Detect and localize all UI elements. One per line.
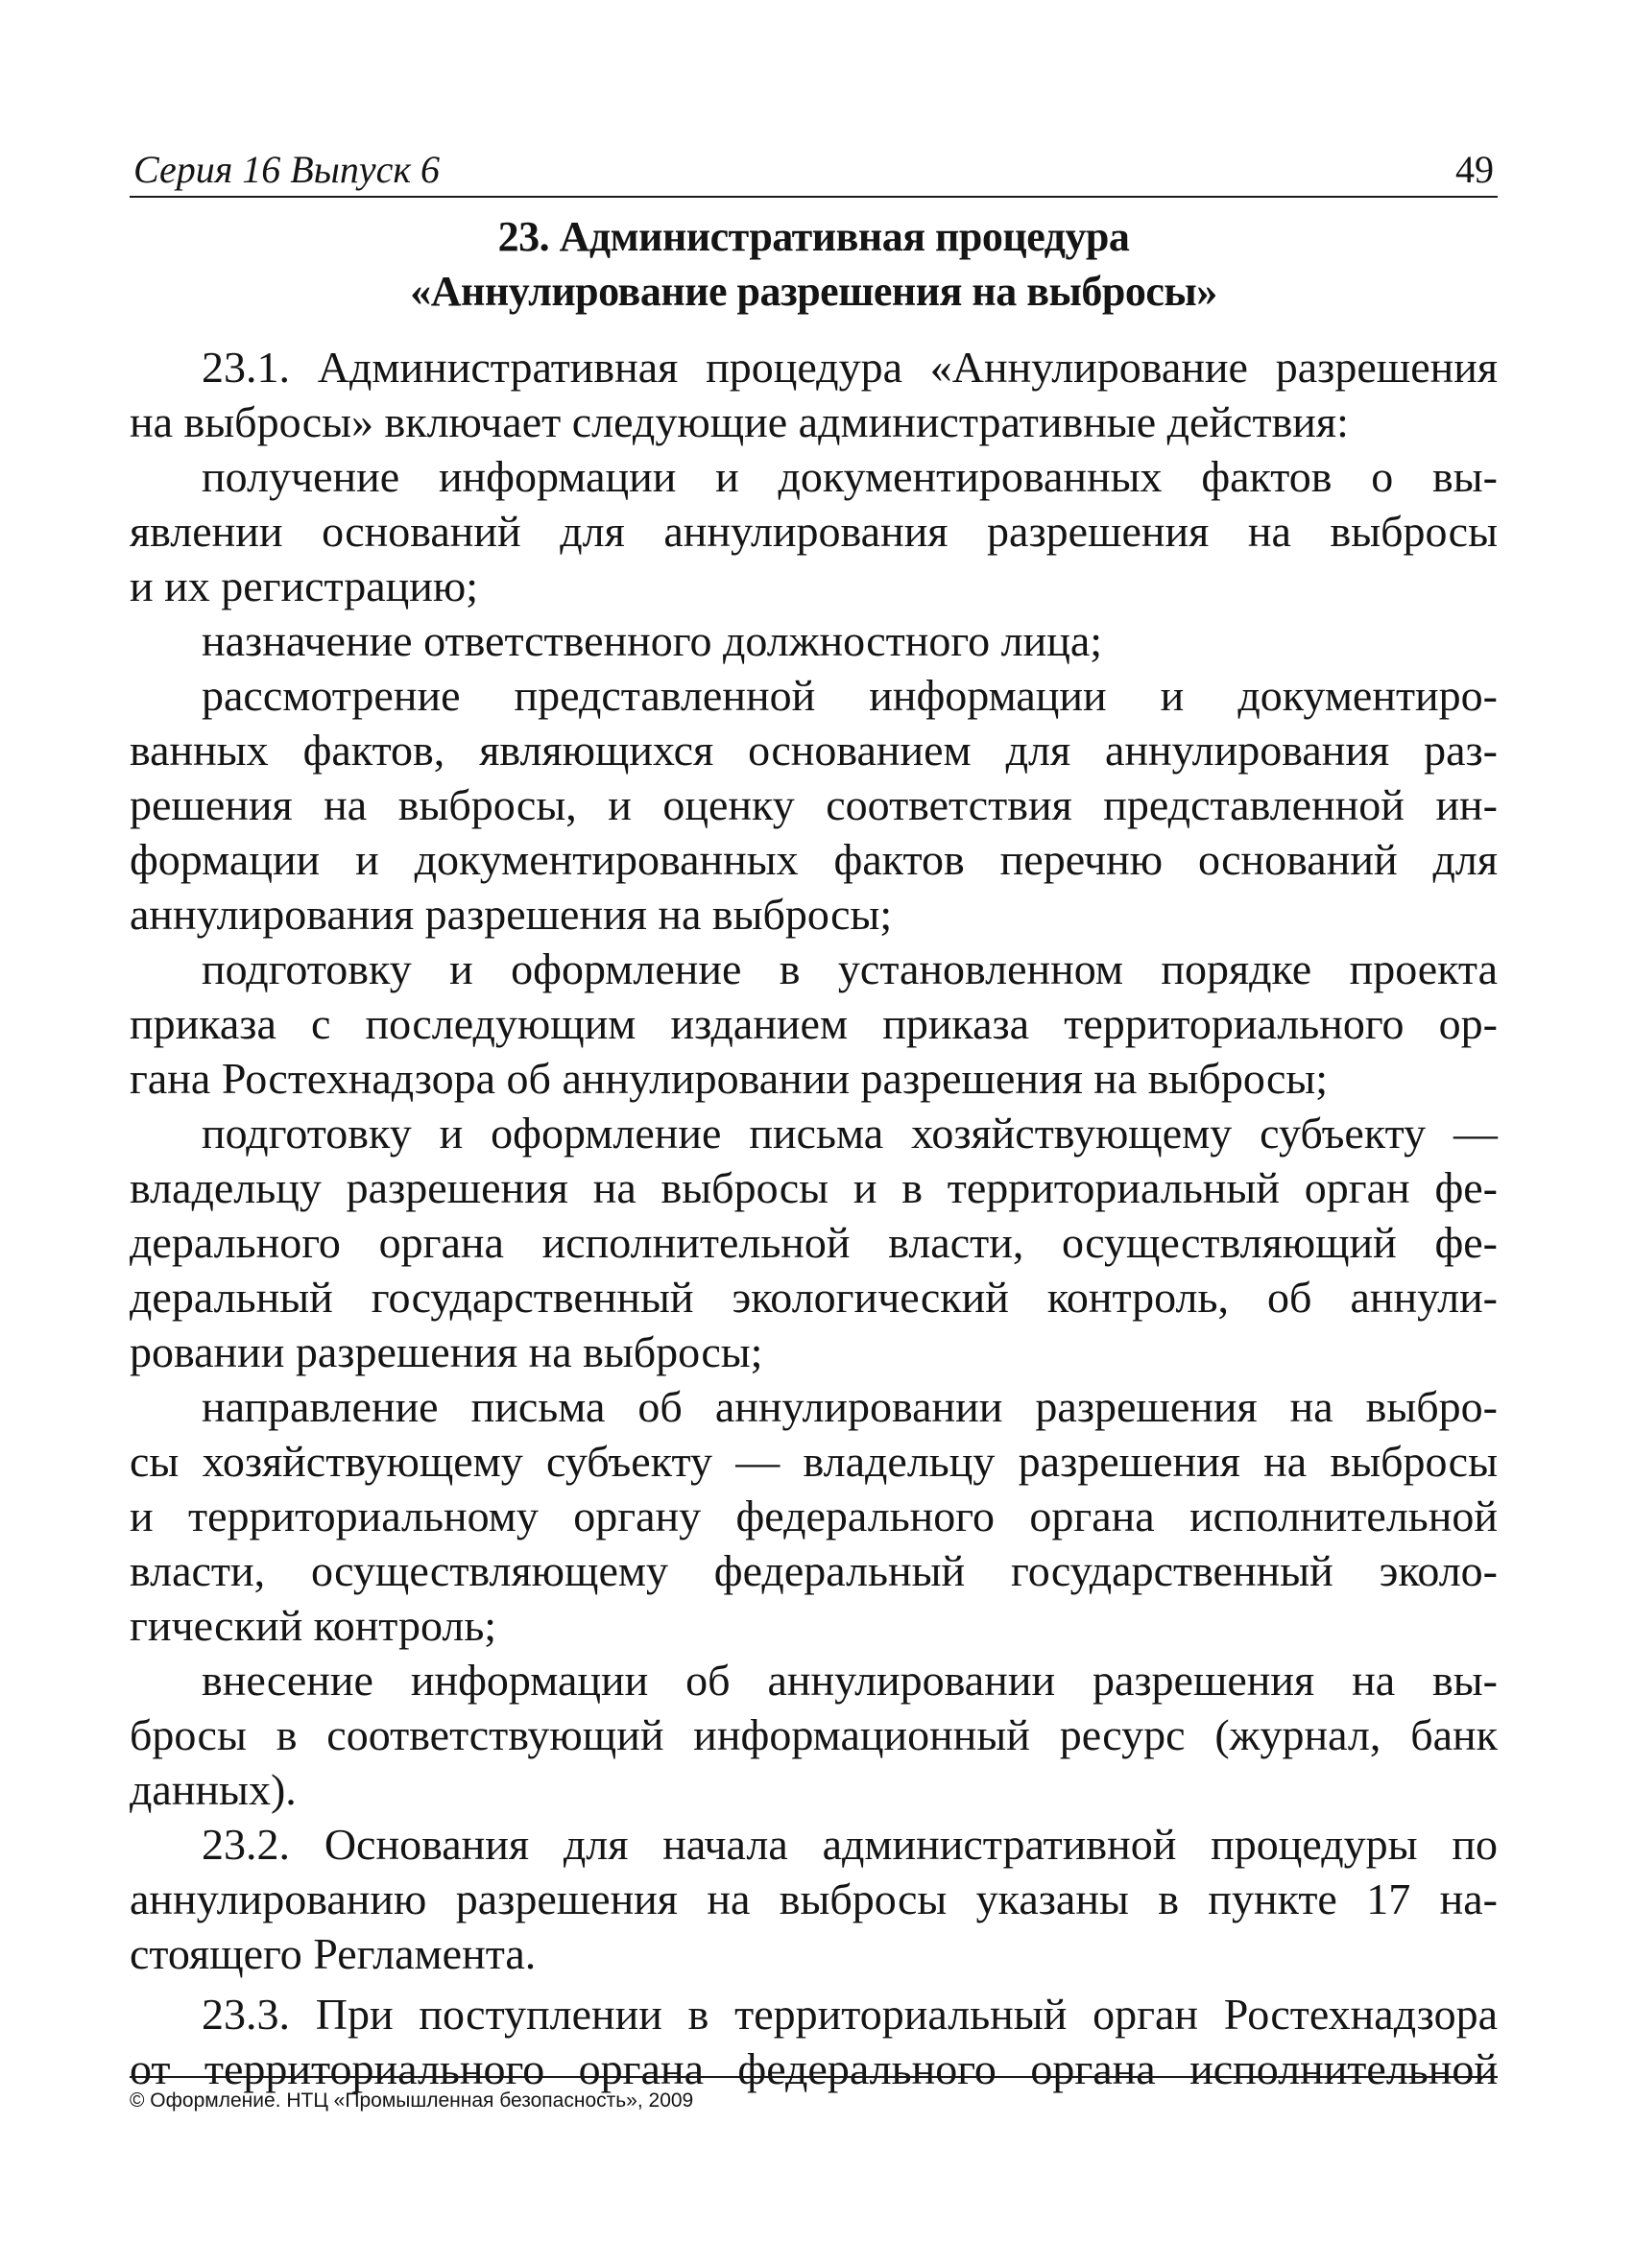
text-line: явлении оснований для аннулирования разрешения на выбросы — [130, 507, 1498, 556]
section-title-line-2: «Аннулирование разрешения на выбросы» — [410, 268, 1217, 315]
body-text — [130, 340, 1498, 2096]
text-line: 23.1. Административная процедура «Аннулирование разрешения — [202, 343, 1498, 392]
paragraph-item-2 — [130, 613, 1498, 668]
text-line: 23.3. При поступлении в территориальный орган Ростехнадзора — [202, 1990, 1498, 2039]
text-line: данных). — [130, 1765, 297, 1814]
text-line: решения на выбросы, и оценку соответствия представленной ин- — [130, 780, 1498, 829]
text-line: гический контроль; — [130, 1601, 497, 1650]
text-line: бросы в соответствующий информационный ресурс (журнал, банк — [130, 1710, 1498, 1759]
text-line: стоящего Регламента. — [130, 1929, 537, 1978]
text-line: от территориального органа федерального органа исполнительной — [130, 2044, 1498, 2093]
paragraph-23-2 — [130, 1817, 1498, 1981]
text-line: формации и документированных фактов перечню оснований для — [130, 835, 1498, 884]
text-line: назначение ответственного должностного лица; — [202, 616, 1103, 665]
paragraph-23-3 — [130, 1987, 1498, 2096]
text-line: подготовку и оформление в установленном порядке проекта — [202, 944, 1498, 993]
section-title — [130, 209, 1498, 319]
text-line: 23.2. Основания для начала административной процедуры по — [202, 1820, 1498, 1869]
text-line: сы хозяйствующему субъекту — владельцу разрешения на выбросы — [130, 1437, 1498, 1486]
paragraph-item-3 — [130, 668, 1498, 942]
section-title-line-1: 23. Административная процедура — [497, 213, 1130, 260]
text-line: приказа с последующим изданием приказа территориального ор- — [130, 999, 1498, 1048]
text-line: владельцу разрешения на выбросы и в территориальный орган фе- — [130, 1163, 1498, 1212]
document-page — [130, 144, 1498, 2096]
text-line: рассмотрение представленной информации и документиро- — [202, 671, 1498, 720]
text-line: дерального органа исполнительной власти, осуществляющий фе- — [130, 1218, 1498, 1267]
text-line: и территориальному органу федерального органа исполнительной — [130, 1492, 1498, 1540]
text-line: и их регистрацию; — [130, 561, 479, 610]
text-line: ровании разрешения на выбросы; — [130, 1327, 763, 1376]
paragraph-item-6 — [130, 1379, 1498, 1653]
running-header — [130, 144, 1498, 198]
text-line: аннулирования разрешения на выбросы; — [130, 890, 893, 939]
page-number: 49 — [1455, 148, 1494, 191]
paragraph-item-5 — [130, 1106, 1498, 1379]
text-line: на выбросы» включает следующие административные действия: — [130, 397, 1349, 446]
text-line: деральный государственный экологический контроль, об аннули- — [130, 1273, 1498, 1322]
paragraph-item-1 — [130, 449, 1498, 613]
footer-copyright: © Оформление. НТЦ «Промышленная безопасность», 2009 — [130, 2089, 694, 2112]
text-line: власти, осуществляющему федеральный государственный эколо- — [130, 1546, 1498, 1595]
paragraph-item-7 — [130, 1653, 1498, 1817]
text-line: направление письма об аннулировании разрешения на выбро- — [202, 1382, 1498, 1431]
text-line: аннулированию разрешения на выбросы указаны в пункте 17 на- — [130, 1874, 1498, 1923]
text-line: ванных фактов, являющихся основанием для аннулирования раз- — [130, 726, 1498, 775]
footer-divider — [130, 2076, 1498, 2078]
text-line: внесение информации об аннулировании разрешения на вы- — [202, 1656, 1498, 1705]
text-line: получение информации и документированных фактов о вы- — [202, 452, 1498, 501]
series-label: Серия 16 Выпуск 6 — [133, 148, 441, 191]
paragraph-23-1 — [130, 340, 1498, 449]
text-line: гана Ростехнадзора об аннулировании разрешения на выбросы; — [130, 1054, 1329, 1103]
paragraph-item-4 — [130, 942, 1498, 1106]
text-line: подготовку и оформление письма хозяйствующему субъекту — — [202, 1109, 1498, 1158]
